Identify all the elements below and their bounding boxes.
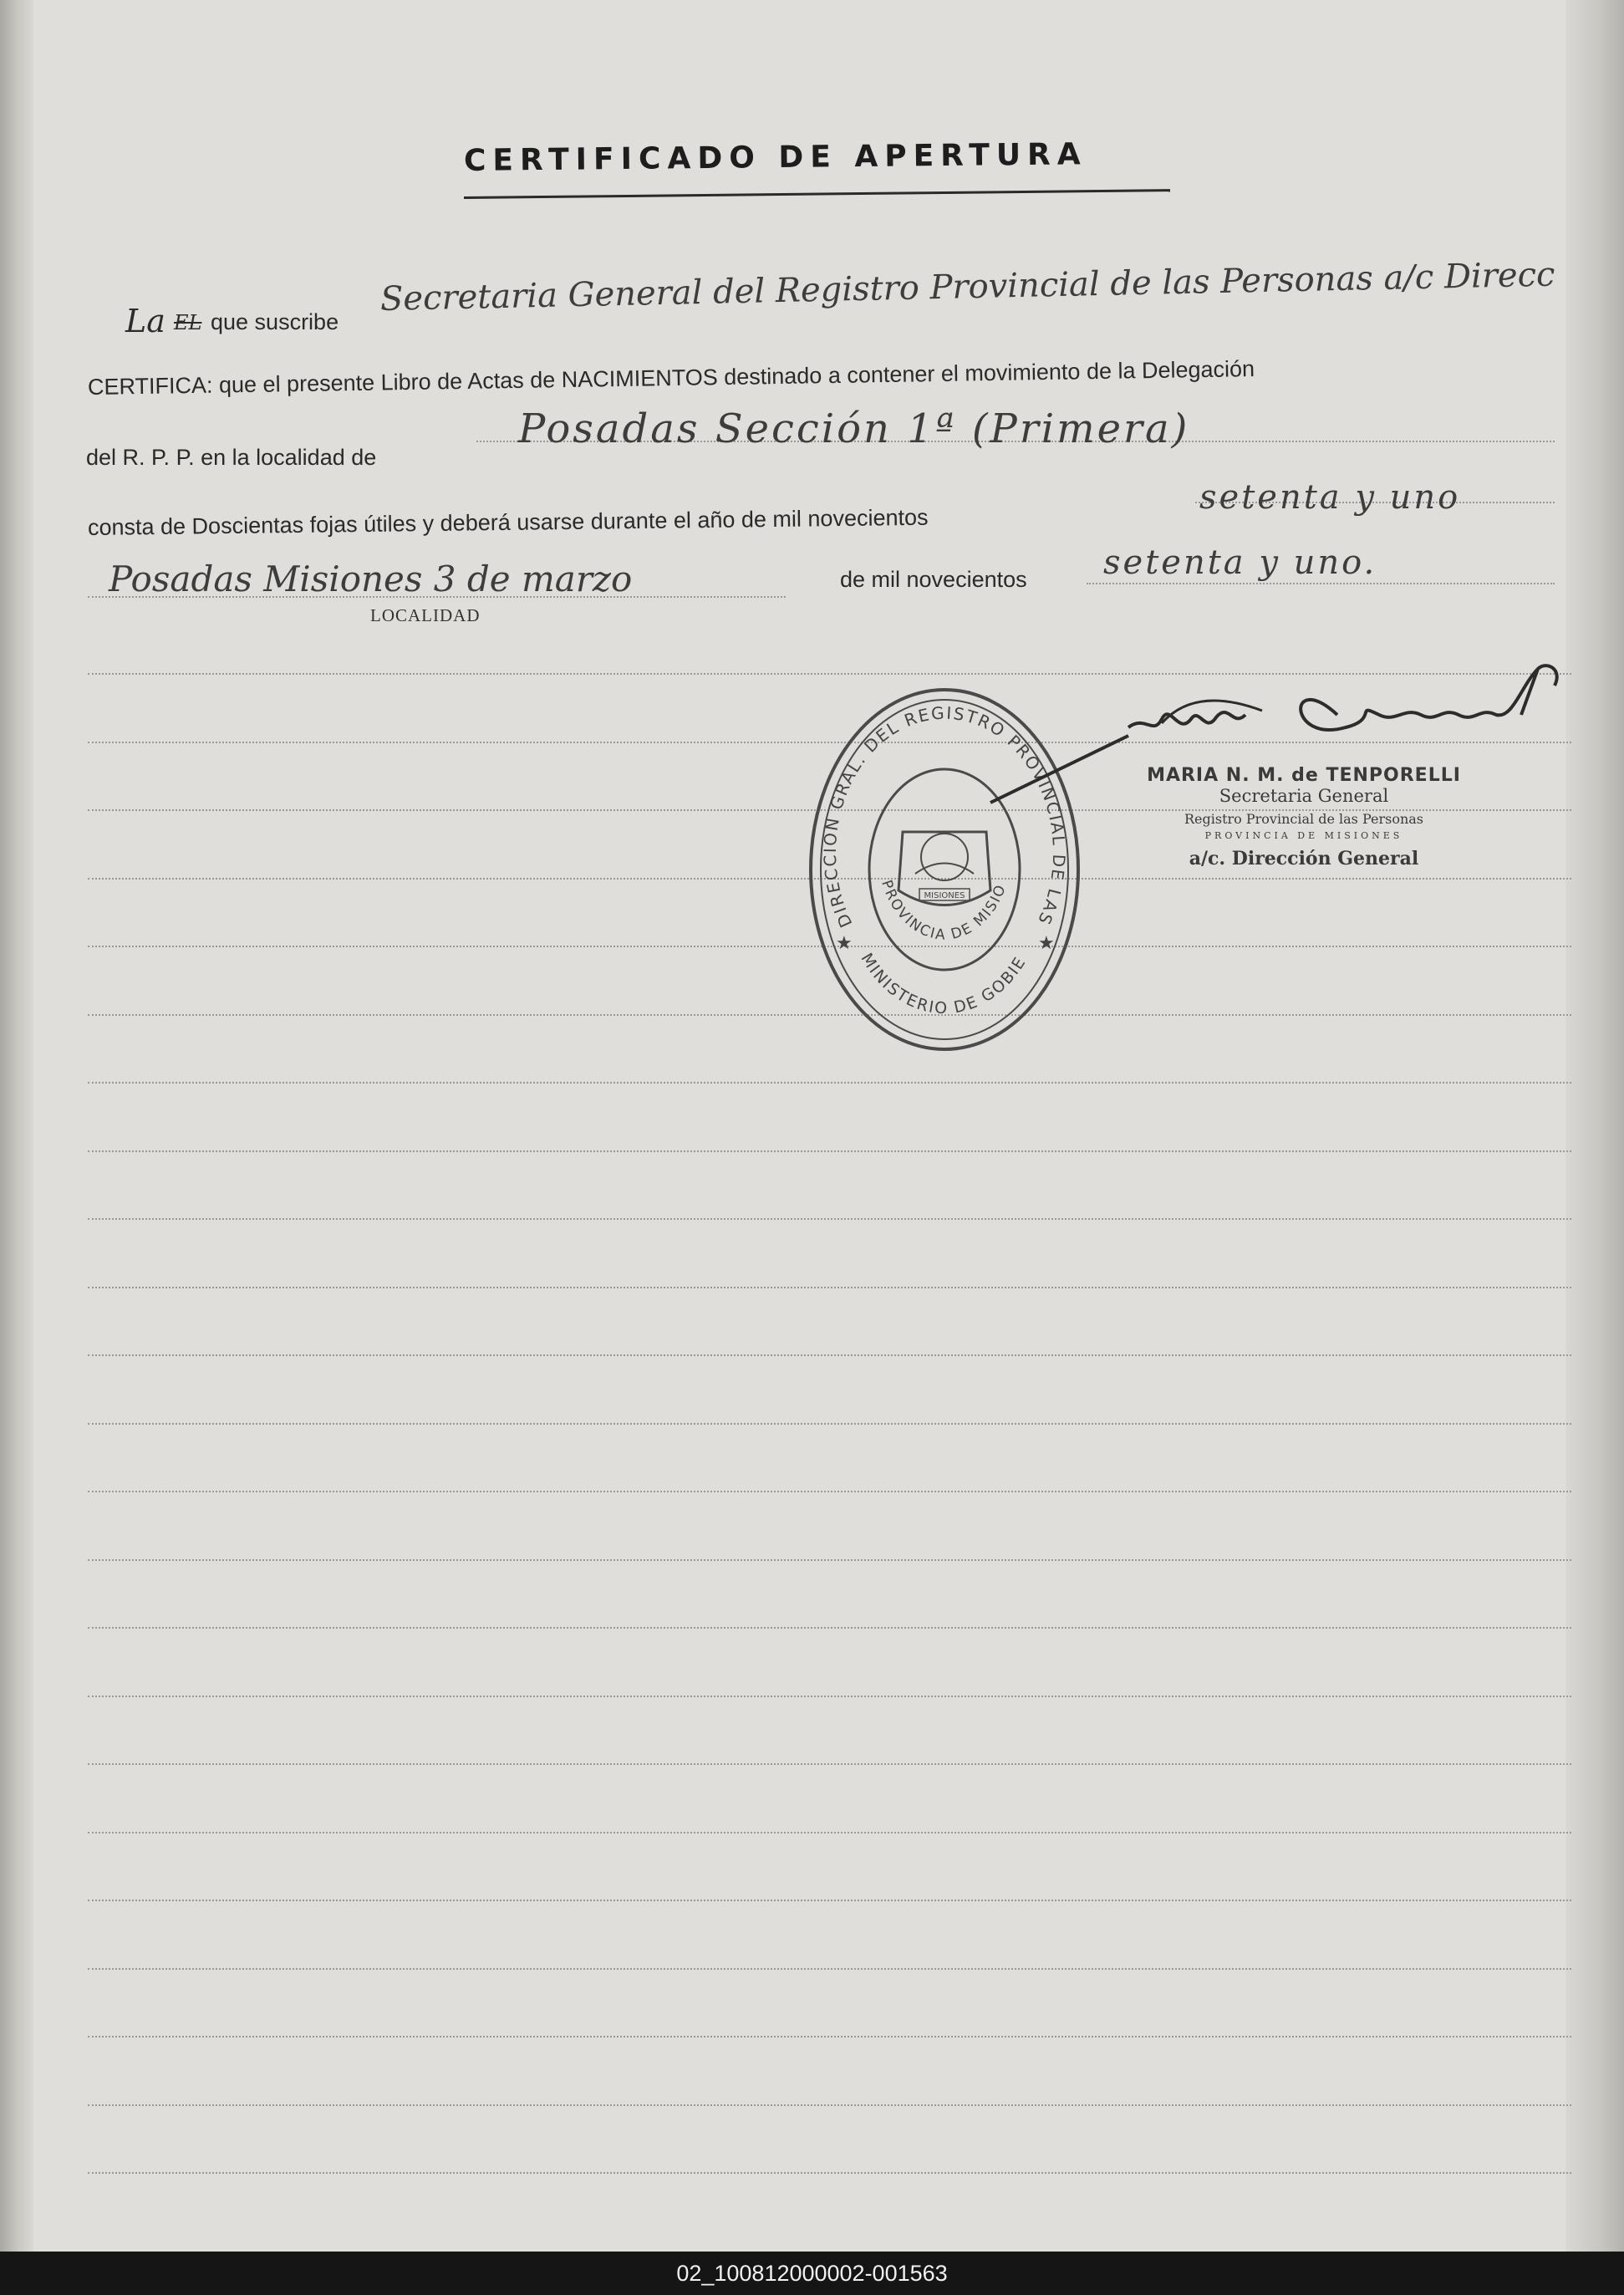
svg-text:★: ★ xyxy=(836,932,853,953)
ruled-line xyxy=(88,2172,1571,2174)
handwritten-secretaria: Secretaria General del Registro Provincial de las Personas a/c Direcc xyxy=(379,255,1555,319)
emblem-icon xyxy=(899,832,990,905)
svg-text:★: ★ xyxy=(1038,932,1055,953)
ruled-line xyxy=(88,1627,1571,1629)
binding-edge-right xyxy=(1565,0,1624,2252)
ruled-line xyxy=(1087,583,1555,584)
stamp-outer-text: DIRECCION GRAL. DEL REGISTRO PROVINCIAL DE LAS xyxy=(819,702,1070,931)
emblem-text: MISIONES xyxy=(924,891,965,900)
handwritten-setenta-uno-1: setenta y uno xyxy=(1199,478,1461,517)
signer-role: Secretaria General xyxy=(1219,786,1389,806)
ruled-line xyxy=(88,1559,1571,1561)
ruled-line xyxy=(88,2036,1571,2037)
signer-position: a/c. Dirección General xyxy=(1189,848,1419,870)
ruled-line xyxy=(88,1763,1571,1765)
image-id-footer: 02_100812000002-001563 xyxy=(0,2252,1624,2295)
signer-office: Registro Provincial de las Personas xyxy=(1184,811,1424,827)
ruled-line xyxy=(88,1287,1571,1288)
consta-text: consta de Doscientas fojas útiles y deberá usarse durante el año de mil novecientos xyxy=(87,504,929,540)
signature-block xyxy=(1087,765,1521,870)
stamp-inner-text: PROVINCIA DE MISIO xyxy=(878,878,1011,944)
document-title: CERTIFICADO DE APERTURA xyxy=(463,137,1087,178)
handwritten-posadas-seccion: Posadas Sección 1ª (Primera) xyxy=(518,405,1190,452)
mil-novecientos-text: de mil novecientos xyxy=(840,567,1027,592)
ruled-line xyxy=(88,1082,1571,1084)
struck-el: EL xyxy=(174,311,202,334)
localidad-label: LOCALIDAD xyxy=(370,605,481,625)
ruled-line xyxy=(88,1491,1571,1492)
ruled-line xyxy=(88,1968,1571,1970)
handwritten-setenta-uno-2: setenta y uno. xyxy=(1103,543,1377,582)
ruled-line xyxy=(88,1696,1571,1697)
localidad-printed: del R. P. P. en la localidad de xyxy=(86,445,377,470)
signer-name: MARIA N. M. de TENPORELLI xyxy=(1147,765,1461,786)
handwritten-la: La xyxy=(125,303,165,339)
signer-province: PROVINCIA DE MISIONES xyxy=(1204,830,1403,841)
ruled-line xyxy=(88,1354,1571,1356)
ruled-line xyxy=(88,2104,1571,2106)
ruled-line xyxy=(88,1423,1571,1425)
handwritten-place-date: Posadas Misiones 3 de marzo xyxy=(109,558,633,599)
printed-que-suscribe: que suscribe xyxy=(211,309,339,334)
stamp-bottom-text: MINISTERIO DE GOBIE xyxy=(857,950,1031,1018)
ruled-line xyxy=(88,1150,1571,1152)
certifica-text: CERTIFICA: que el presente Libro de Actas de NACIMIENTOS destinado a contener el movimiento de la Delegación xyxy=(87,356,1255,400)
ruled-line xyxy=(88,1218,1571,1220)
ruled-line xyxy=(88,1832,1571,1833)
ruled-line xyxy=(88,1900,1571,1901)
binding-edge-left xyxy=(0,0,33,2252)
certificate-page xyxy=(33,0,1571,2252)
